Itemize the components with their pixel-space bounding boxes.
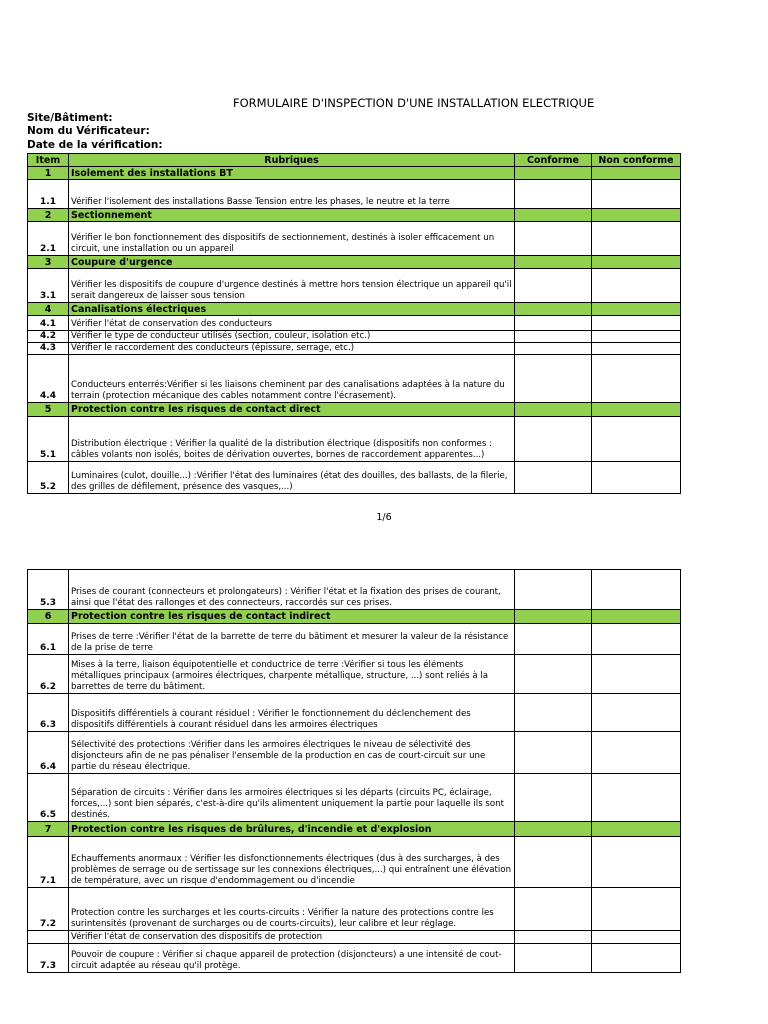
item-number: 5.2 (28, 462, 69, 494)
rubrique-text: Prises de terre :Vérifier l'état de la barrette de terre du bâtiment et mesurer la valeur de la résistance de la prise de terre (69, 624, 515, 655)
conforme-cell[interactable] (515, 931, 592, 944)
section-title: Protection contre les risques de contact direct (69, 403, 515, 417)
conforme-cell[interactable] (515, 331, 592, 343)
table-row (28, 343, 681, 355)
non-conforme-cell[interactable] (592, 316, 681, 331)
table-row (28, 944, 681, 973)
table-header-row (28, 154, 681, 167)
conforme-cell (515, 256, 592, 269)
conforme-cell[interactable] (515, 944, 592, 973)
table-row (28, 694, 681, 732)
non-conforme-cell (592, 256, 681, 269)
non-conforme-cell[interactable] (592, 331, 681, 343)
rubrique-text: Vérifier le raccordement des conducteurs (épissure, serrage, etc.) (69, 343, 515, 355)
table-row (28, 624, 681, 655)
section-title: Canalisations électriques (69, 303, 515, 316)
item-number: 3.1 (28, 269, 69, 303)
section-title: Sectionnement (69, 209, 515, 222)
non-conforme-cell (592, 403, 681, 417)
rubrique-text: Luminaires (culot, douille...) :Vérifier l'état des luminaires (état des douilles, des ballasts, de la filerie, des grilles de défilement, présence des vasques,...) (69, 462, 515, 494)
non-conforme-cell[interactable] (592, 624, 681, 655)
item-number: 4.2 (28, 331, 69, 343)
section-row (28, 209, 681, 222)
table-row (28, 931, 681, 944)
non-conforme-cell[interactable] (592, 774, 681, 822)
item-number: 4.4 (28, 355, 69, 403)
item-number: 4.1 (28, 316, 69, 331)
item-number: 2 (28, 209, 69, 222)
table-row (28, 837, 681, 888)
item-number: 7 (28, 822, 69, 837)
section-title: Coupure d'urgence (69, 256, 515, 269)
non-conforme-cell[interactable] (592, 694, 681, 732)
non-conforme-cell[interactable] (592, 462, 681, 494)
header-item: Item (28, 154, 69, 167)
section-row (28, 610, 681, 624)
conforme-cell (515, 822, 592, 837)
table-row (28, 774, 681, 822)
date-label: Date de la vérification: (27, 139, 163, 151)
site-label: Site/Bâtiment: (27, 112, 113, 124)
section-title: Isolement des installations BT (69, 167, 515, 180)
non-conforme-cell[interactable] (592, 570, 681, 610)
header-conforme: Conforme (515, 154, 592, 167)
table-row (28, 417, 681, 462)
verificateur-label: Nom du Vérificateur: (27, 125, 150, 137)
conforme-cell[interactable] (515, 655, 592, 694)
item-number: 7.3 (28, 944, 69, 973)
conforme-cell[interactable] (515, 624, 592, 655)
rubrique-text: Pouvoir de coupure : Vérifier si chaque appareil de protection (disjoncteurs) a une intensité de cout-circuit adaptée au réseau qu'il protège. (69, 944, 515, 973)
non-conforme-cell[interactable] (592, 343, 681, 355)
item-number: 1.1 (28, 180, 69, 209)
section-title: Protection contre les risques de brûlures, d'incendie et d'explosion (69, 822, 515, 837)
conforme-cell[interactable] (515, 888, 592, 931)
conforme-cell[interactable] (515, 316, 592, 331)
conforme-cell[interactable] (515, 732, 592, 774)
inspection-table-page2 (27, 569, 681, 973)
table-row (28, 655, 681, 694)
conforme-cell[interactable] (515, 417, 592, 462)
rubrique-text: Vérifier le bon fonctionnement des dispositifs de sectionnement, destinés à isoler efficacement un circuit, une installation ou un appareil (69, 222, 515, 256)
rubrique-text: Echauffements anormaux : Vérifier les disfonctionnements électriques (dus à des surcharges, à des problèmes de serrage ou de sertissage sur les connexions électriques,...) qui entraînent une élévation de température, avec un risque d'endommagement ou d'incendie (69, 837, 515, 888)
table-row (28, 269, 681, 303)
rubrique-text: Vérifier l'état de conservation des conducteurs (69, 316, 515, 331)
rubrique-text: Mises à la terre, liaison équipotentielle et conductrice de terre :Vérifier si tous les éléments métalliques principaux (armoires électriques, charpente métallique, structure, ...) sont reliés à la barrettes de terre du bâtiment. (69, 655, 515, 694)
item-number: 3 (28, 256, 69, 269)
item-number: 7.1 (28, 837, 69, 888)
non-conforme-cell (592, 822, 681, 837)
item-number: 1 (28, 167, 69, 180)
rubrique-text: Protection contre les surcharges et les courts-circuits : Vérifier la nature des protections contre les surintensités (provenant de surcharges ou de courts-circuits), leur calibre et leur réglage. (69, 888, 515, 931)
non-conforme-cell (592, 610, 681, 624)
rubrique-text: Vérifier le type de conducteur utilisés (section, couleur, isolation etc.) (69, 331, 515, 343)
section-row (28, 167, 681, 180)
non-conforme-cell[interactable] (592, 355, 681, 403)
non-conforme-cell[interactable] (592, 837, 681, 888)
non-conforme-cell[interactable] (592, 944, 681, 973)
item-number (28, 931, 69, 944)
conforme-cell[interactable] (515, 343, 592, 355)
conforme-cell[interactable] (515, 269, 592, 303)
section-row (28, 822, 681, 837)
conforme-cell[interactable] (515, 837, 592, 888)
rubrique-text: Vérifier les dispositifs de coupure d'urgence destinés à mettre hors tension électrique un appareil qu'il serait dangereux de laisser sous tension (69, 269, 515, 303)
rubrique-text: Vérifier l'état de conservation des dispositifs de protection (69, 931, 515, 944)
non-conforme-cell[interactable] (592, 931, 681, 944)
non-conforme-cell[interactable] (592, 269, 681, 303)
table-row (28, 462, 681, 494)
rubrique-text: Distribution électrique : Vérifier la qualité de la distribution électrique (dispositifs non conformes : câbles volants non isolés, boites de dérivation ouvertes, bornes de raccordement apparentes...) (69, 417, 515, 462)
item-number: 6 (28, 610, 69, 624)
item-number: 5 (28, 403, 69, 417)
item-number: 6.2 (28, 655, 69, 694)
section-row (28, 403, 681, 417)
table-row (28, 355, 681, 403)
rubrique-text: Sélectivité des protections :Vérifier dans les armoires électriques le niveau de sélectivité des disjoncteurs afin de ne pas pénaliser l'ensemble de la production en cas de court-circuit sur une partie du réseau électrique. (69, 732, 515, 774)
rubrique-text: Dispositifs différentiels à courant résiduel : Vérifier le fonctionnement du déclenchement des dispositifs différentiels à courant résiduel dans les armoires électriques (69, 694, 515, 732)
rubrique-text: Prises de courant (connecteurs et prolongateurs) : Vérifier l'état et la fixation des prises de courant, ainsi que l'état des rallonges et des connecteurs, raccordés sur ces prises. (69, 570, 515, 610)
rubrique-text: Conducteurs enterrés:Vérifier si les liaisons cheminent par des canalisations adaptées à la nature du terrain (protection mécanique des cables notamment contre l'écrasement). (69, 355, 515, 403)
header-non-conforme: Non conforme (592, 154, 681, 167)
conforme-cell[interactable] (515, 462, 592, 494)
table-row (28, 331, 681, 343)
page-number: 1/6 (376, 512, 392, 523)
non-conforme-cell[interactable] (592, 732, 681, 774)
item-number: 4.3 (28, 343, 69, 355)
section-row (28, 256, 681, 269)
non-conforme-cell[interactable] (592, 222, 681, 256)
conforme-cell[interactable] (515, 180, 592, 209)
conforme-cell[interactable] (515, 694, 592, 732)
conforme-cell (515, 167, 592, 180)
table-row (28, 222, 681, 256)
table-row (28, 316, 681, 331)
rubrique-text: Vérifier l'isolement des installations Basse Tension entre les phases, le neutre et la terre (69, 180, 515, 209)
section-row (28, 303, 681, 316)
non-conforme-cell[interactable] (592, 655, 681, 694)
item-number: 6.5 (28, 774, 69, 822)
item-number: 6.4 (28, 732, 69, 774)
table-row (28, 732, 681, 774)
item-number: 7.2 (28, 888, 69, 931)
item-number: 5.1 (28, 417, 69, 462)
item-number: 5.3 (28, 570, 69, 610)
non-conforme-cell[interactable] (592, 888, 681, 931)
conforme-cell[interactable] (515, 774, 592, 822)
item-number: 4 (28, 303, 69, 316)
conforme-cell (515, 209, 592, 222)
non-conforme-cell (592, 303, 681, 316)
item-number: 2.1 (28, 222, 69, 256)
inspection-table-page1 (27, 153, 681, 494)
item-number: 6.1 (28, 624, 69, 655)
non-conforme-cell (592, 209, 681, 222)
table-row (28, 888, 681, 931)
section-title: Protection contre les risques de contact indirect (69, 610, 515, 624)
table-row (28, 570, 681, 610)
non-conforme-cell[interactable] (592, 180, 681, 209)
non-conforme-cell[interactable] (592, 417, 681, 462)
non-conforme-cell (592, 167, 681, 180)
conforme-cell[interactable] (515, 570, 592, 610)
item-number: 6.3 (28, 694, 69, 732)
form-title: FORMULAIRE D'INSPECTION D'UNE INSTALLATION ELECTRIQUE (233, 96, 595, 110)
header-rubriques: Rubriques (69, 154, 515, 167)
table-row (28, 180, 681, 209)
conforme-cell[interactable] (515, 355, 592, 403)
conforme-cell (515, 610, 592, 624)
conforme-cell (515, 403, 592, 417)
conforme-cell[interactable] (515, 222, 592, 256)
rubrique-text: Séparation de circuits : Vérifier dans les armoires électriques si les départs (circuits PC, éclairage, forces,...) sont bien séparés, c'est-à-dire qu'ils alimentent uniquement la partie pour laquelle ils sont destinés. (69, 774, 515, 822)
conforme-cell (515, 303, 592, 316)
